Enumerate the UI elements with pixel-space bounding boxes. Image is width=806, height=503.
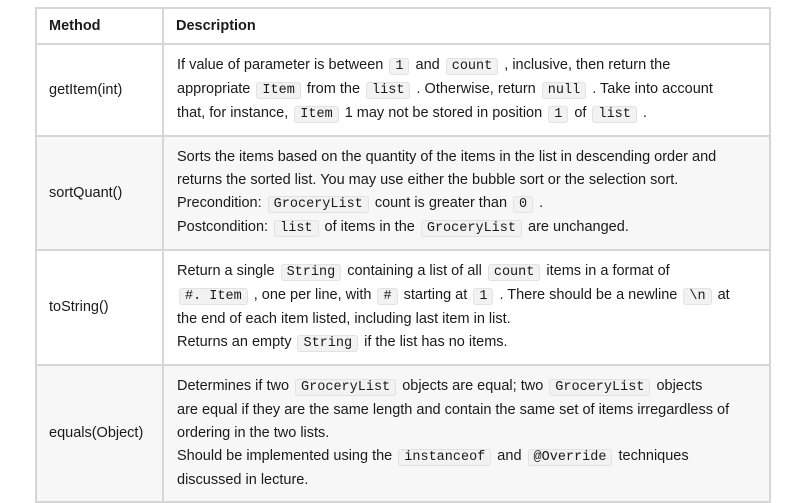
method-name: sortQuant() bbox=[36, 136, 163, 250]
description-text: . Otherwise, return bbox=[412, 81, 540, 97]
description-text: and bbox=[411, 57, 444, 73]
description-line bbox=[177, 192, 755, 216]
description-text: starting at bbox=[399, 287, 472, 303]
inline-code: #. Item bbox=[179, 288, 248, 305]
method-name: toString() bbox=[36, 250, 163, 365]
description-text: that, for instance, bbox=[177, 105, 293, 121]
description-text: returns the sorted list. You may use either the bubble sort or the selection sort. bbox=[177, 172, 679, 188]
description-text: Postcondition: bbox=[177, 219, 273, 235]
description-text: ordering in the two lists. bbox=[177, 425, 330, 441]
header-method: Method bbox=[36, 8, 163, 44]
description-text: at bbox=[713, 287, 730, 303]
description-line bbox=[177, 169, 755, 192]
inline-code: String bbox=[297, 335, 358, 352]
description-text: . Take into account bbox=[588, 81, 713, 97]
description-text: if the list has no items. bbox=[360, 334, 508, 350]
inline-code: 0 bbox=[513, 196, 533, 213]
description-text: , inclusive, then return the bbox=[500, 57, 671, 73]
inline-code: @Override bbox=[528, 449, 613, 466]
description-text: count is greater than bbox=[370, 195, 512, 211]
description-text: from the bbox=[302, 81, 365, 97]
inline-code: GroceryList bbox=[421, 220, 522, 237]
method-name: equals(Object) bbox=[36, 365, 163, 502]
description-text: items in a format of bbox=[542, 263, 670, 279]
inline-code: # bbox=[377, 288, 397, 305]
method-description bbox=[163, 250, 770, 365]
description-text: of items in the bbox=[320, 219, 419, 235]
description-text: appropriate bbox=[177, 81, 255, 97]
table-row bbox=[36, 44, 770, 136]
method-description bbox=[163, 136, 770, 250]
description-text: Determines if two bbox=[177, 378, 294, 394]
description-text: objects bbox=[652, 378, 703, 394]
description-text: Return a single bbox=[177, 263, 279, 279]
description-text: If value of parameter is between bbox=[177, 57, 388, 73]
description-text: objects are equal; two bbox=[398, 378, 548, 394]
description-text: containing a list of all bbox=[343, 263, 486, 279]
description-line bbox=[177, 102, 755, 126]
description-text: and bbox=[493, 448, 526, 464]
description-line bbox=[177, 399, 755, 422]
description-text: techniques bbox=[614, 448, 689, 464]
inline-code: list bbox=[274, 220, 318, 237]
description-text: . bbox=[535, 195, 544, 211]
header-description: Description bbox=[163, 8, 770, 44]
description-text: the end of each item listed, including last item in list. bbox=[177, 311, 511, 327]
inline-code: 1 bbox=[389, 58, 409, 75]
description-text: discussed in lecture. bbox=[177, 472, 309, 488]
inline-code: Item bbox=[256, 82, 300, 99]
description-text: Should be implemented using the bbox=[177, 448, 397, 464]
table-row bbox=[36, 136, 770, 250]
inline-code: 1 bbox=[548, 106, 568, 123]
description-text: Returns an empty bbox=[177, 334, 296, 350]
inline-code: null bbox=[542, 82, 586, 99]
description-line bbox=[177, 375, 755, 399]
description-line bbox=[177, 146, 755, 169]
inline-code: count bbox=[446, 58, 499, 75]
description-text: 1 may not be stored in position bbox=[340, 105, 547, 121]
inline-code: Item bbox=[294, 106, 338, 123]
method-description bbox=[163, 44, 770, 136]
description-text: are unchanged. bbox=[523, 219, 629, 235]
description-text: . bbox=[638, 105, 647, 121]
description-text: . There should be a newline bbox=[495, 287, 682, 303]
inline-code: String bbox=[281, 264, 342, 281]
method-name: getItem(int) bbox=[36, 44, 163, 136]
description-line bbox=[177, 422, 755, 445]
inline-code: \n bbox=[683, 288, 711, 305]
inline-code: count bbox=[488, 264, 541, 281]
inline-code: 1 bbox=[473, 288, 493, 305]
inline-code: GroceryList bbox=[295, 379, 396, 396]
description-line bbox=[177, 78, 755, 102]
description-line bbox=[177, 54, 755, 78]
description-text: Precondition: bbox=[177, 195, 266, 211]
description-text: are equal if they are the same length and contain the same set of items irregardless of bbox=[177, 402, 730, 418]
inline-code: GroceryList bbox=[268, 196, 369, 213]
methods-table bbox=[35, 7, 771, 503]
header-row bbox=[36, 8, 770, 44]
description-text: , one per line, with bbox=[249, 287, 376, 303]
inline-code: instanceof bbox=[398, 449, 491, 466]
description-line bbox=[177, 308, 755, 331]
table-row bbox=[36, 365, 770, 502]
table-row bbox=[36, 250, 770, 365]
inline-code: GroceryList bbox=[549, 379, 650, 396]
description-line bbox=[177, 331, 755, 355]
description-text: Sorts the items based on the quantity of the items in the list in descending order and bbox=[177, 149, 717, 165]
method-description bbox=[163, 365, 770, 502]
description-line bbox=[177, 445, 755, 469]
description-text: of bbox=[570, 105, 591, 121]
inline-code: list bbox=[366, 82, 410, 99]
inline-code: list bbox=[592, 106, 636, 123]
description-line bbox=[177, 260, 755, 284]
description-line bbox=[177, 216, 755, 240]
description-line bbox=[177, 284, 755, 308]
